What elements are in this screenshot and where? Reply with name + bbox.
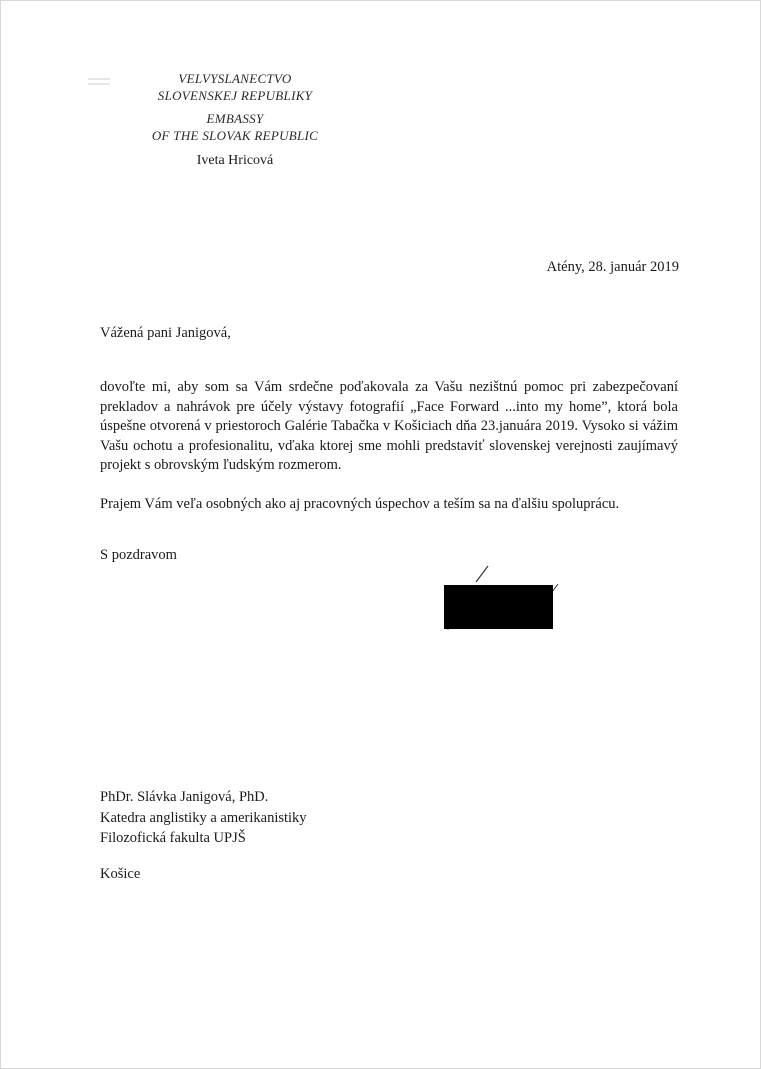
- recipient-name: PhDr. Slávka Janigová, PhD.: [100, 789, 269, 805]
- redacted-signature: [444, 585, 553, 629]
- salutation: Vážená pani Janigová,: [100, 325, 231, 341]
- letter-body: [100, 378, 678, 476]
- letterhead-line-2: SLOVENSKEJ REPUBLIKY: [157, 88, 313, 103]
- letterhead: [130, 70, 340, 144]
- wish-paragraph: Prajem Vám veľa osobných ako aj pracovných úspechov a teším sa na ďalšiu spoluprácu.: [100, 496, 620, 512]
- emblem-mark: [88, 78, 110, 92]
- sender-name: Iveta Hricová: [196, 153, 274, 168]
- recipient-department: Katedra anglistiky a amerikanistiky: [100, 809, 307, 826]
- letterhead-line-4: OF THE SLOVAK REPUBLIC: [151, 128, 319, 143]
- dateline: Atény, 28. január 2019: [546, 259, 679, 275]
- letterhead-line-3: EMBASSY: [206, 111, 264, 126]
- body-paragraph: dovoľte mi, aby som sa Vám srdečne poďakovala za Vašu nezištnú pomoc pri zabezpečovaní prekladov a nahrávok pre účely výstavy fotografií „Face Forward ...into my home”, ktorá bola úspešne otvorená v priestoroch Galérie Tabačka v Košiciach dňa 23.januára 2019. Vysoko si vážim Vašu ochotu a profesionalitu, vďaka ktorej sme mohli predstaviť slovenskej verejnosti zaujímavý projekt s obrovským ľudským rozmerom.: [100, 379, 678, 474]
- letterhead-line-1: VELVYSLANECTVO: [178, 71, 292, 86]
- recipient-city: Košice: [100, 866, 141, 882]
- recipient-address: [100, 787, 307, 849]
- recipient-faculty: Filozofická fakulta UPJŠ: [100, 830, 246, 846]
- closing: S pozdravom: [100, 547, 177, 563]
